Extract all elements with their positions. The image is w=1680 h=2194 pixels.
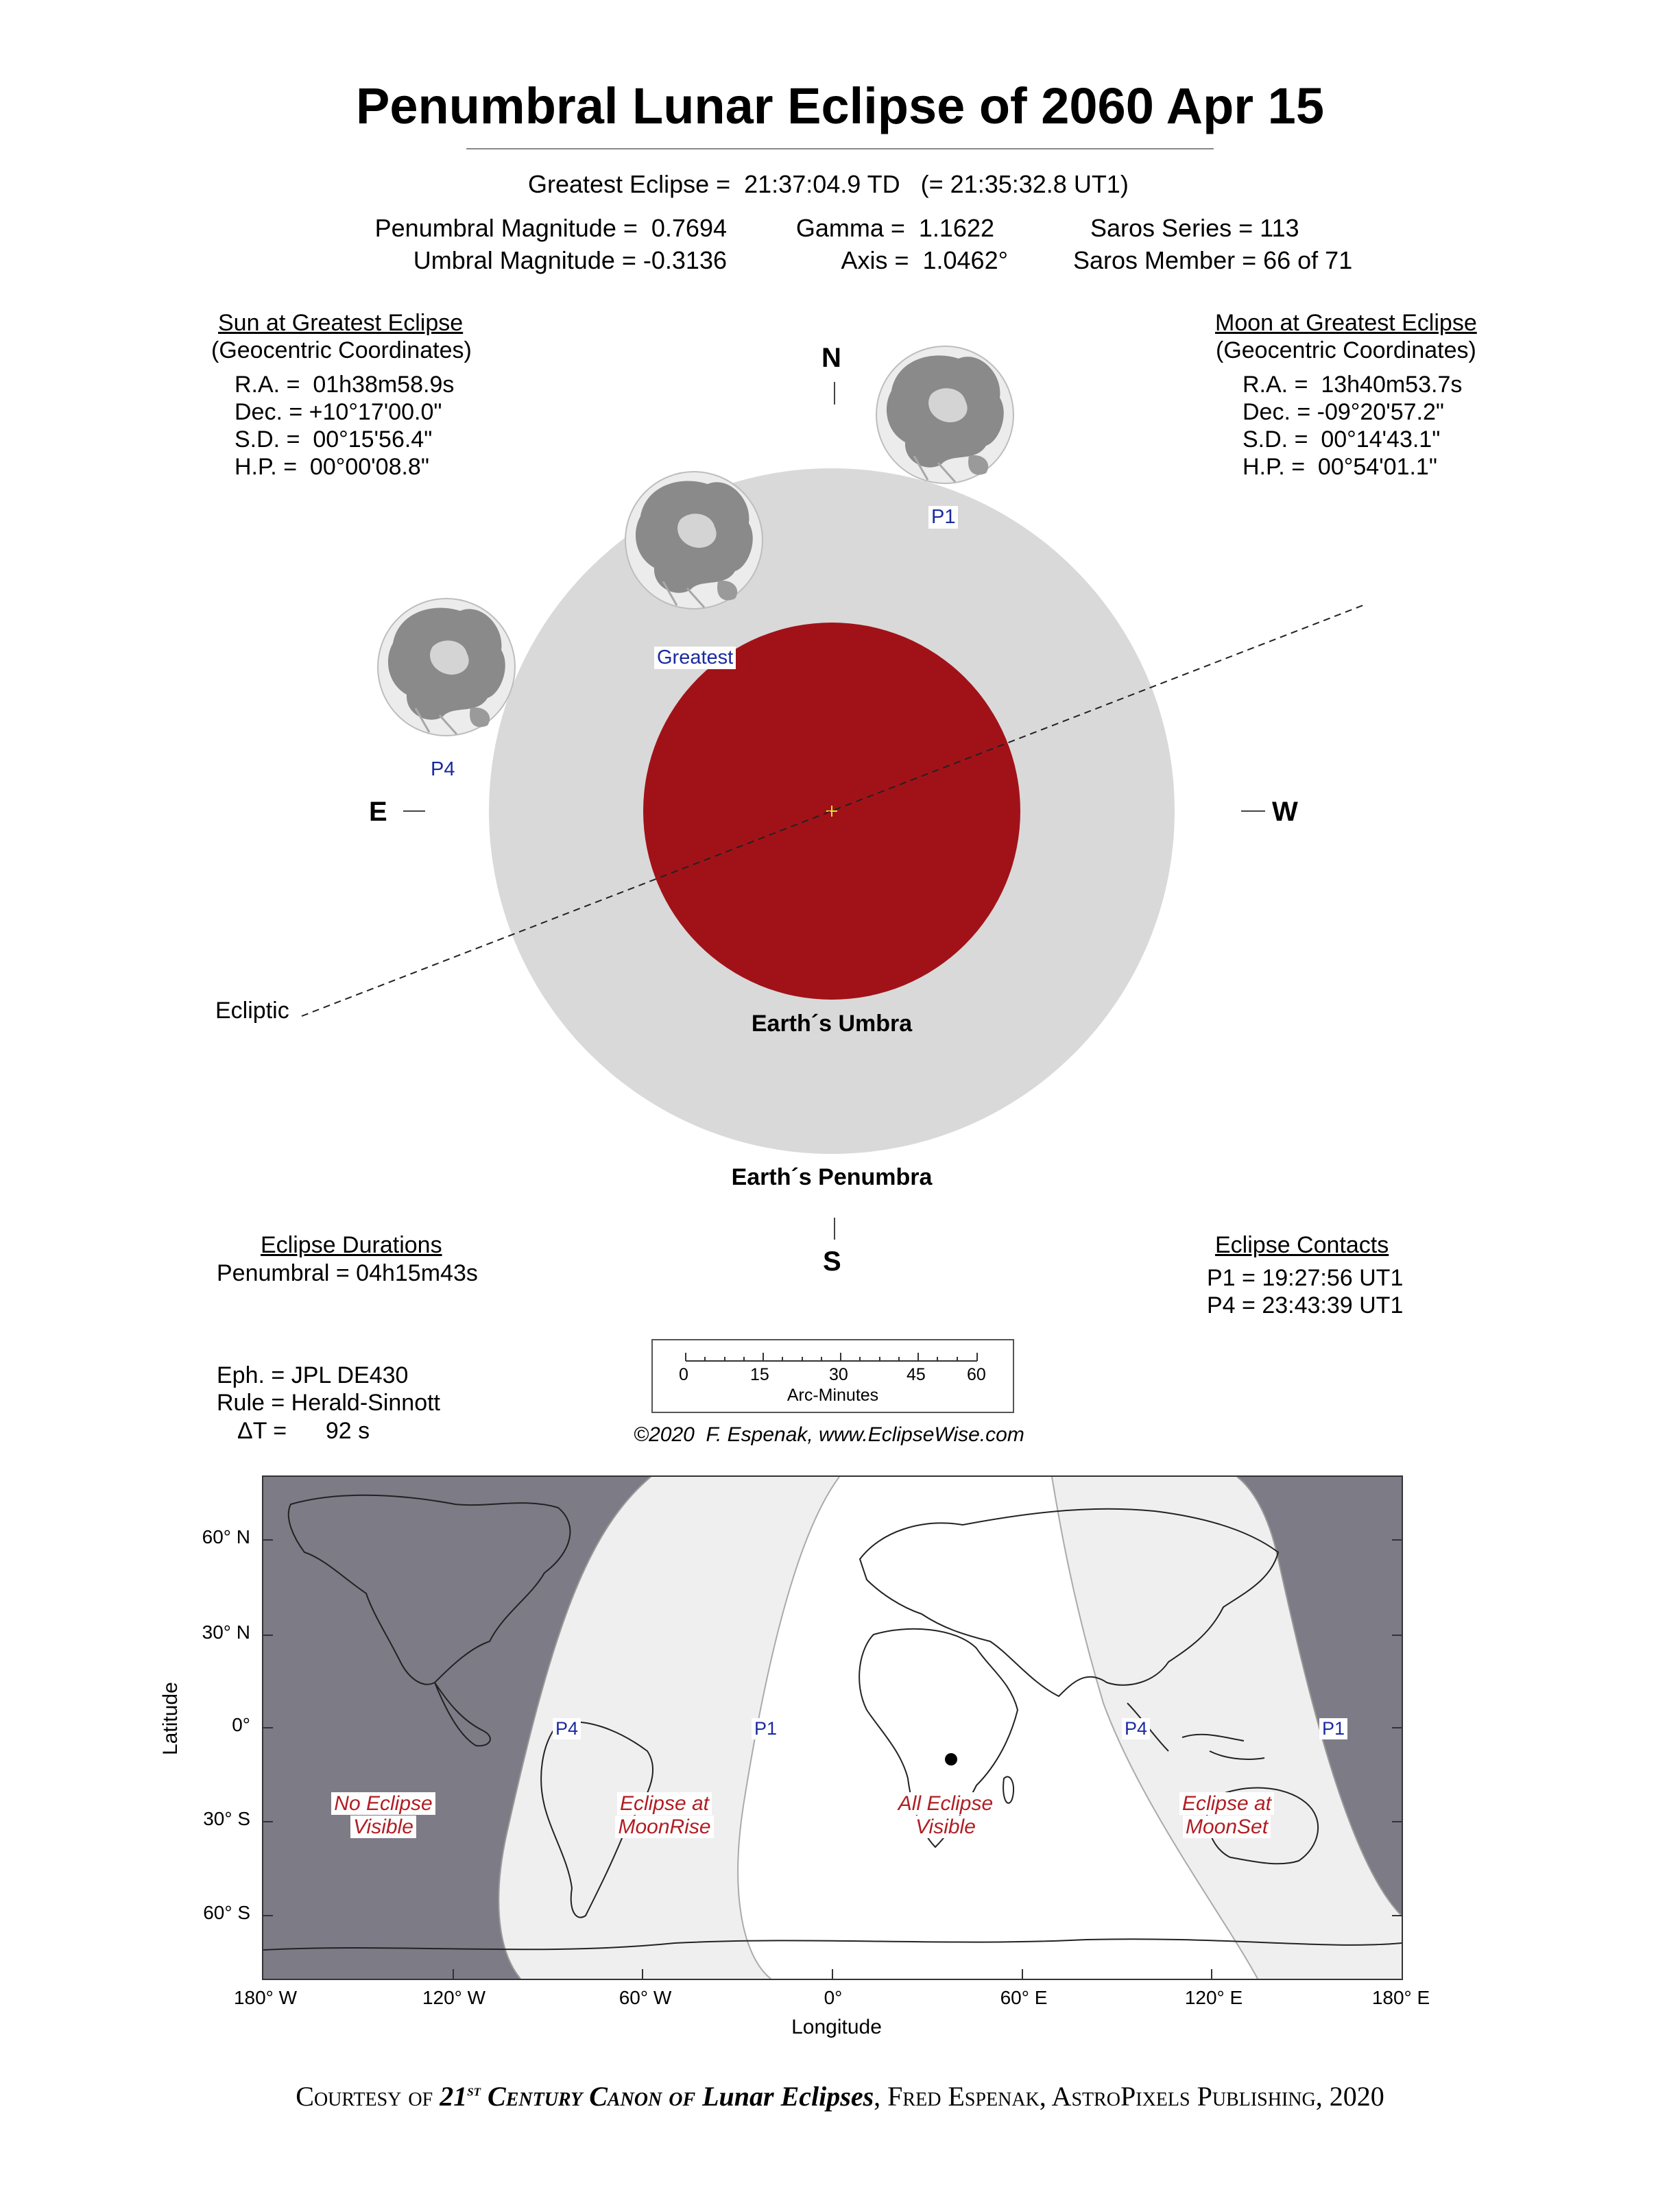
sun-ra: R.A. = 01h38m58.9s	[235, 372, 455, 398]
penumbral-duration: Penumbral = 04h15m43s	[217, 1260, 478, 1286]
moon-label-greatest: Greatest	[654, 647, 736, 669]
lat-tick-60s: 60° S	[203, 1902, 250, 1923]
lat-tick-0: 0°	[232, 1714, 250, 1735]
footer-courtesy: Courtesy of 21st Century Canon of Lunar Eclipses, Fred Espenak, AstroPixels Publishing, 2020	[296, 2081, 1384, 2112]
sun-heading: Sun at Greatest Eclipse	[218, 310, 464, 336]
map-p4-west: P4	[553, 1718, 581, 1739]
scale-tick-60: 60	[967, 1365, 986, 1384]
moon-label-p4: P4	[428, 758, 457, 781]
moonset-label: Eclipse at MoonSet	[1148, 1792, 1306, 1839]
moon-dec: Dec. = -09°20'57.2"	[1243, 399, 1444, 425]
sun-sd: S.D. = 00°15'56.4"	[235, 426, 433, 453]
delta-t: ΔT = 92 s	[237, 1418, 370, 1444]
lat-tick-30n: 30° N	[202, 1622, 250, 1643]
ecliptic-label: Ecliptic	[215, 998, 289, 1024]
scale-tick-0: 0	[679, 1365, 688, 1384]
north-label: N	[821, 343, 841, 373]
greatest-eclipse-time: Greatest Eclipse = 21:37:04.9 TD (= 21:35:32.8 UT1)	[528, 170, 1129, 198]
lon-tick-180w: 180° W	[233, 1987, 298, 2008]
map-p1-west: P1	[752, 1718, 780, 1739]
east-label: E	[369, 797, 387, 827]
map-xlabel: Longitude	[791, 2016, 882, 2038]
moon-heading: Moon at Greatest Eclipse	[1215, 310, 1477, 336]
lon-tick-60w: 60° W	[619, 1987, 672, 2008]
moon-sd: S.D. = 00°14'43.1"	[1243, 426, 1441, 453]
moon-coords-sub: (Geocentric Coordinates)	[1216, 337, 1476, 363]
west-label: W	[1272, 797, 1298, 827]
contact-p4: P4 = 23:43:39 UT1	[1207, 1292, 1404, 1318]
lon-tick-120w: 120° W	[422, 1987, 486, 2008]
moon-hp: H.P. = 00°54'01.1"	[1243, 454, 1437, 480]
ephemeris: Eph. = JPL DE430	[217, 1362, 409, 1388]
sun-dec: Dec. = +10°17'00.0"	[235, 399, 442, 425]
lon-tick-180e: 180° E	[1371, 1987, 1430, 2008]
no-eclipse-label: No Eclipse Visible	[304, 1792, 462, 1839]
lat-tick-30s: 30° S	[203, 1808, 250, 1829]
saros-series: Saros Series = 113	[1090, 214, 1299, 242]
umbra-label: Earth´s Umbra	[751, 1011, 913, 1037]
page-title: Penumbral Lunar Eclipse of 2060 Apr 15	[356, 77, 1324, 134]
moon-ra: R.A. = 13h40m53.7s	[1243, 372, 1463, 398]
moon-greatest	[625, 472, 763, 609]
delta-t-rule: Rule = Herald-Sinnott	[217, 1390, 441, 1416]
lon-tick-120e: 120° E	[1184, 1987, 1243, 2008]
scale-tick-15: 15	[750, 1365, 769, 1384]
penumbral-magnitude: Penumbral Magnitude = 0.7694	[374, 214, 727, 242]
umbral-magnitude: Umbral Magnitude = -0.3136	[413, 246, 727, 274]
sun-hp: H.P. = 00°00'08.8"	[235, 454, 429, 480]
lon-tick-0: 0°	[824, 1987, 843, 2008]
contact-p1: P1 = 19:27:56 UT1	[1207, 1265, 1404, 1291]
scale-box	[651, 1339, 1014, 1413]
map-ylabel: Latitude	[159, 1682, 182, 1755]
visibility-map	[262, 1475, 1403, 1980]
axis-value: Axis = 1.0462°	[841, 246, 1008, 274]
south-label: S	[823, 1246, 841, 1277]
sublunar-point	[945, 1753, 957, 1765]
saros-member: Saros Member = 66 of 71	[1073, 246, 1353, 274]
map-p1-east: P1	[1319, 1718, 1347, 1739]
sun-coords-sub: (Geocentric Coordinates)	[211, 337, 472, 363]
lon-tick-60e: 60° E	[1000, 1987, 1048, 2008]
moon-label-p1: P1	[928, 506, 958, 529]
map-canvas	[263, 1477, 1402, 1979]
contacts-heading: Eclipse Contacts	[1215, 1232, 1389, 1258]
scale-tick-30: 30	[829, 1365, 848, 1384]
credit-line: ©2020 F. Espenak, www.EclipseWise.com	[634, 1423, 1024, 1446]
penumbra-label: Earth´s Penumbra	[731, 1164, 933, 1190]
moonrise-label: Eclipse at MoonRise	[586, 1792, 743, 1839]
moon-p1	[876, 346, 1013, 483]
moon-p4	[378, 599, 515, 736]
durations-heading: Eclipse Durations	[261, 1232, 442, 1258]
lat-tick-60n: 60° N	[202, 1526, 250, 1547]
scale-unit: Arc-Minutes	[787, 1386, 879, 1405]
map-p4-east: P4	[1122, 1718, 1150, 1739]
gamma-value: Gamma = 1.1622	[795, 214, 994, 242]
scale-tick-45: 45	[907, 1365, 926, 1384]
all-visible-label: All Eclipse Visible	[867, 1792, 1024, 1839]
